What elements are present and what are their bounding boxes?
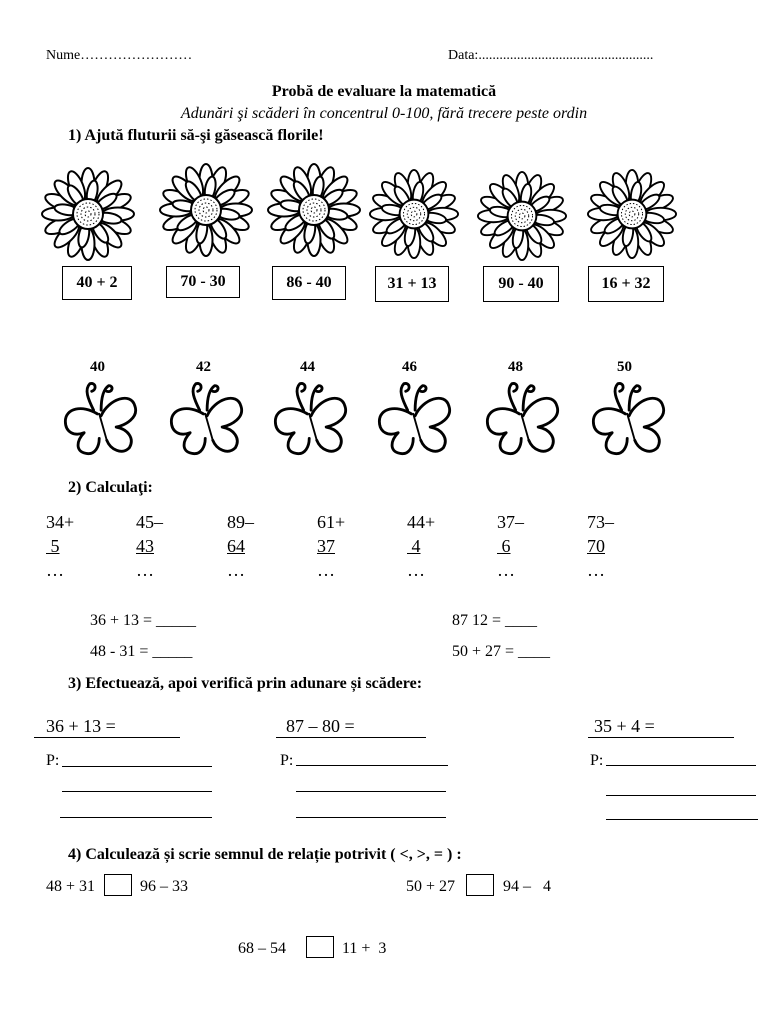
- proof-line[interactable]: [62, 766, 212, 767]
- butterfly-icon: [58, 380, 148, 460]
- exercise: 36 + 13 =: [46, 716, 116, 736]
- column-exercise: [46, 510, 74, 582]
- answer-blank[interactable]: …: [497, 560, 515, 580]
- question-1-label: 1) Ajută fluturii să-şi găsească florile!: [68, 127, 324, 144]
- proof-line[interactable]: [62, 791, 212, 792]
- answer-blank[interactable]: …: [46, 560, 64, 580]
- proof-line[interactable]: [606, 765, 756, 766]
- comparison-left: 68 – 54: [238, 940, 286, 957]
- equation[interactable]: 87 12 = ____: [452, 612, 538, 629]
- flower-icon: [476, 170, 568, 262]
- column-exercise: [497, 510, 524, 582]
- butterfly-number: 48: [508, 359, 523, 375]
- answer-blank[interactable]: …: [136, 560, 154, 580]
- relation-sign-box[interactable]: [466, 874, 494, 896]
- butterfly-icon: [164, 380, 254, 460]
- answer-blank[interactable]: …: [227, 560, 245, 580]
- column-exercise: [407, 510, 435, 582]
- flower-expression-box: 40 + 2: [62, 266, 132, 300]
- operand-top: 45–: [136, 512, 163, 532]
- comparison-right: 11 + 3: [342, 940, 387, 957]
- operand-bottom: 6: [497, 536, 511, 556]
- butterfly-number: 42: [196, 359, 211, 375]
- comparison-right: 96 – 33: [140, 878, 188, 895]
- operand-bottom: 4: [407, 536, 421, 556]
- exercise: 35 + 4 =: [594, 716, 655, 736]
- equation[interactable]: 50 + 27 = ____: [452, 643, 551, 660]
- answer-line[interactable]: [276, 737, 426, 738]
- flower-expression-box: 16 + 32: [588, 266, 664, 302]
- relation-sign-box[interactable]: [104, 874, 132, 896]
- operand-bottom: 37: [317, 536, 335, 556]
- flower-icon: [586, 168, 678, 260]
- operand-top: 37–: [497, 512, 524, 532]
- column-exercise: [227, 510, 254, 582]
- answer-line[interactable]: [34, 737, 180, 738]
- equation[interactable]: 36 + 13 = _____: [90, 612, 197, 629]
- page-subtitle: Adunări şi scăderi în concentrul 0-100, fără trecere peste ordin: [180, 105, 588, 122]
- proof-line[interactable]: [606, 819, 758, 820]
- proof-line[interactable]: [296, 817, 446, 818]
- operand-top: 73–: [587, 512, 614, 532]
- operand-top: 44+: [407, 512, 436, 532]
- column-exercise: [317, 510, 345, 582]
- operand-bottom: 43: [136, 536, 154, 556]
- answer-line[interactable]: [588, 737, 734, 738]
- comparison-right: 94 – 4: [503, 878, 551, 895]
- question-3-label: 3) Efectuează, apoi verifică prin adunare și scădere:: [68, 675, 423, 692]
- relation-sign-box[interactable]: [306, 936, 334, 958]
- name-field-label: Nume……………………: [46, 48, 193, 63]
- operand-bottom: 64: [227, 536, 245, 556]
- proof-line[interactable]: [296, 791, 446, 792]
- flower-expression-box: 86 - 40: [272, 266, 346, 300]
- butterfly-icon: [268, 380, 358, 460]
- date-field-label: Data:..................................................: [448, 48, 654, 63]
- operand-top: 34+: [46, 512, 75, 532]
- proof-label: P:: [280, 752, 294, 769]
- operand-bottom: 5: [46, 536, 60, 556]
- butterfly-number: 44: [300, 359, 315, 375]
- operand-top: 61+: [317, 512, 346, 532]
- answer-blank[interactable]: …: [317, 560, 335, 580]
- flower-expression-box: 90 - 40: [483, 266, 559, 302]
- answer-blank[interactable]: …: [407, 560, 425, 580]
- operand-bottom: 70: [587, 536, 605, 556]
- question-4-label: 4) Calculează și scrie semnul de relație potrivit ( <, >, = ) :: [68, 846, 462, 863]
- butterfly-icon: [372, 380, 462, 460]
- flower-icon: [40, 166, 136, 262]
- operand-top: 89–: [227, 512, 254, 532]
- proof-line[interactable]: [60, 817, 212, 818]
- butterfly-number: 40: [90, 359, 105, 375]
- butterfly-number: 50: [617, 359, 632, 375]
- equation[interactable]: 48 - 31 = _____: [90, 643, 193, 660]
- column-exercise: [587, 510, 614, 582]
- exercise: 87 – 80 =: [286, 716, 355, 736]
- flower-icon: [368, 168, 460, 260]
- flower-icon: [158, 162, 254, 258]
- butterfly-icon: [480, 380, 570, 460]
- butterfly-number: 46: [402, 359, 417, 375]
- proof-label: P:: [46, 752, 60, 769]
- proof-line[interactable]: [296, 765, 448, 766]
- butterfly-icon: [586, 380, 676, 460]
- answer-blank[interactable]: …: [587, 560, 605, 580]
- comparison-left: 50 + 27: [406, 878, 456, 895]
- column-exercise: [136, 510, 163, 582]
- flower-expression-box: 70 - 30: [166, 266, 240, 298]
- comparison-left: 48 + 31: [46, 878, 96, 895]
- proof-line[interactable]: [606, 795, 756, 796]
- flower-icon: [266, 162, 362, 258]
- page-title: Probă de evaluare la matematică: [271, 83, 497, 100]
- proof-label: P:: [590, 752, 604, 769]
- question-2-label: 2) Calculaţi:: [68, 479, 153, 496]
- flower-expression-box: 31 + 13: [375, 266, 449, 302]
